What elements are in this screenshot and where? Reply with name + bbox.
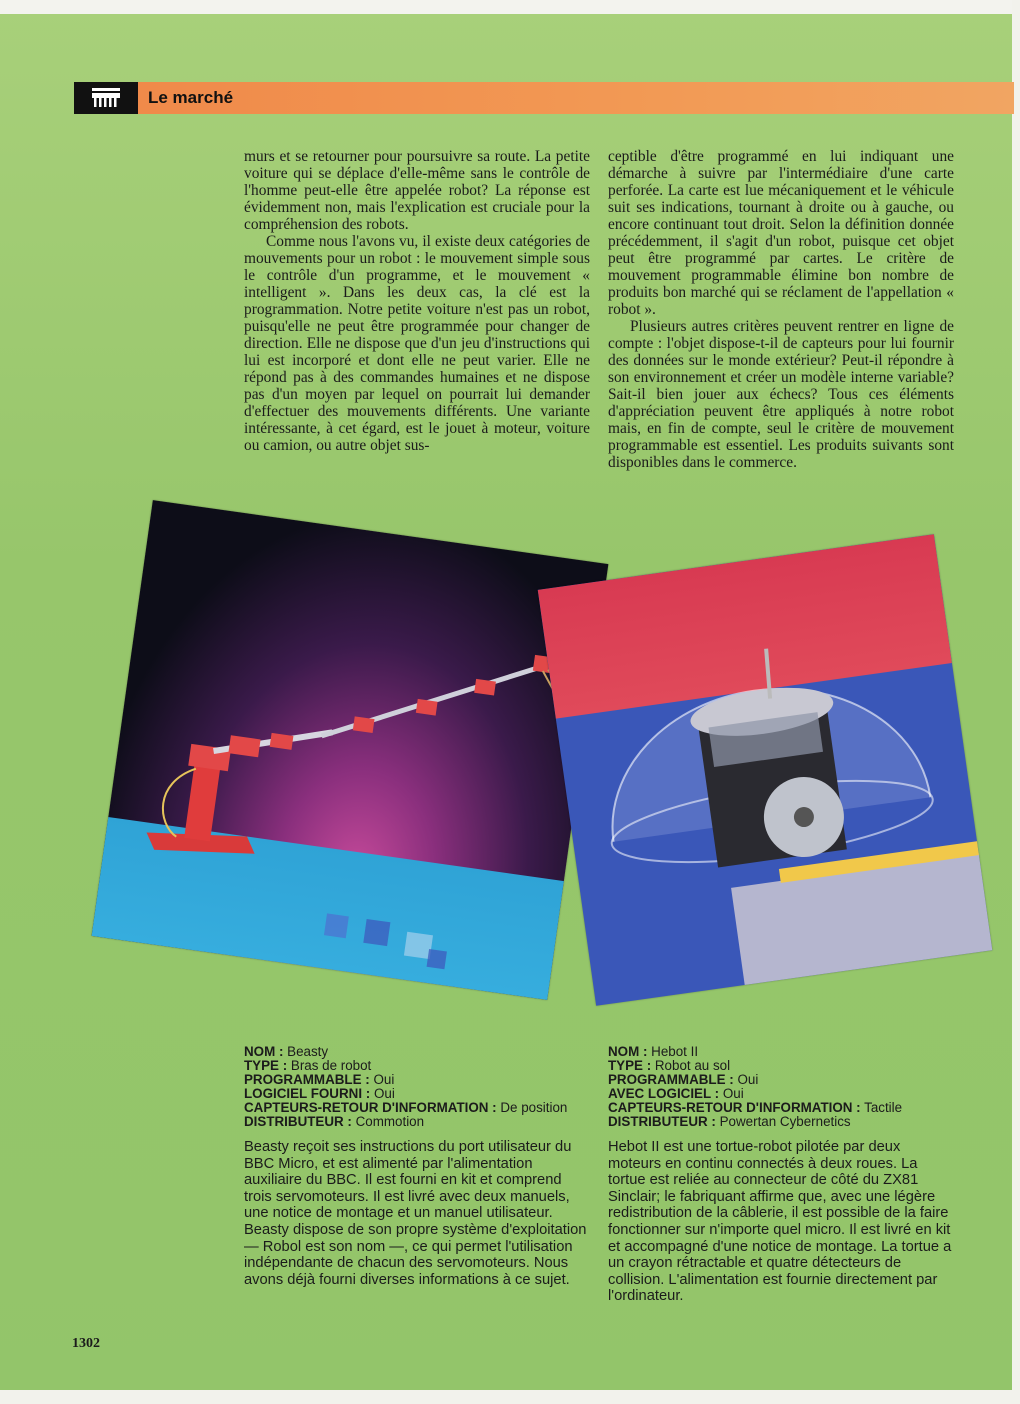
spec-value: De position [500, 1100, 568, 1115]
spec-value: Bras de robot [290, 1058, 372, 1073]
spec-row [608, 1045, 968, 1059]
spec-row [244, 1115, 604, 1129]
description-paragraph: Beasty dispose de son propre système d'exploitation — Robol est son nom —, ce qui permet l'utilisation indépendante de chacun des servomoteurs. Nous avons déjà fourni diverses informations à ce sujet. [244, 1221, 587, 1288]
spec-row [608, 1101, 968, 1115]
description-paragraph: Beasty reçoit ses instructions du port utilisateur du BBC Micro, et est alimenté par l'alimentation auxiliaire du BBC. Il est fourni en kit et comprend trois servomoteurs. Il est livré avec deux manuels, une notice de montage et un manuel utilisateur. [244, 1139, 572, 1222]
hebot-ii-robot-photo [538, 534, 993, 1006]
spec-value: Oui [373, 1086, 395, 1101]
spec-label: DISTRIBUTEUR : [608, 1114, 716, 1129]
page-number: 1302 [72, 1336, 100, 1351]
spec-label: DISTRIBUTEUR : [244, 1114, 352, 1129]
spec-row [244, 1087, 604, 1101]
article-paragraph: Plusieurs autres critères peuvent rentrer en ligne de compte : l'objet dispose-t-il de capteurs pour lui fournir des données sur le monde extérieur? Peut-il répondre à son environnement et créer un modèle interne variable? Sait-il bien jouer aux échecs? Tous ces éléments d'appréciation peuvent être appliqués à notre robot mais, en fin de compte, seul le critère de mouvement programmable est essentiel. Les produits suivants sont disponibles dans le commerce. [608, 318, 954, 471]
spec-label: CAPTEURS-RETOUR D'INFORMATION : [244, 1100, 497, 1115]
spec-label: TYPE : [244, 1058, 288, 1073]
hebot-spec-block [608, 1045, 968, 1129]
spec-value: Commotion [355, 1114, 425, 1129]
article-paragraph: ceptible d'être programmé en lui indiquant une démarche à suivre par l'intermédiaire d'une carte perforée. La carte est lue mécaniquement et le véhicule suit ses indications, tournant à droite ou à gauche, ou encore continuant tout droit. Selon la définition donnée précédemment, il s'agit d'un robot, puisque cet objet peut être programmé par cartes. Le critère de mouvement programmable élimine bon nombre de produits bon marché qui se réclament de l'appellation « robot ». [608, 148, 954, 318]
spec-value: Oui [722, 1086, 744, 1101]
spec-value: Robot au sol [654, 1058, 731, 1073]
spec-label: PROGRAMMABLE : [608, 1072, 734, 1087]
spec-label: CAPTEURS-RETOUR D'INFORMATION : [608, 1100, 861, 1115]
spec-row [244, 1073, 604, 1087]
beasty-robot-arm-photo [92, 500, 609, 1000]
description-paragraph: Hebot II est une tortue-robot pilotée par deux moteurs en continu connectés à deux roues. La tortue est reliée au connecteur de côté du ZX81 Sinclair; le fabriquant affirme que, avec une légère redistribution de la câblerie, il est possible de la faire fonctionner sur n'importe quel micro. Il est livré en kit et accompagné d'une notice de montage. La tortue a un crayon rétractable et quatre détecteurs de collision. L'alimentation est fournie directement par l'ordinateur. [608, 1139, 952, 1305]
article-paragraph: murs et se retourner pour poursuivre sa route. La petite voiture qui se déplace d'elle-même sans le contrôle de l'homme peut-elle être appelée robot? La réponse est évidemment non, mais l'explication est cruciale pour la compréhension des robots. [244, 148, 590, 233]
chip-logo-icon [74, 82, 138, 114]
spec-value: Oui [373, 1072, 395, 1087]
spec-row [244, 1045, 604, 1059]
scan-margin-bottom [0, 1390, 1020, 1404]
spec-row [608, 1073, 968, 1087]
hebot-description [608, 1139, 954, 1305]
section-title: Le marché [148, 88, 234, 107]
spec-row [608, 1087, 968, 1101]
scan-margin-right [1012, 0, 1020, 1404]
spec-row [608, 1059, 968, 1073]
spec-row [244, 1101, 604, 1115]
article-column-right [608, 148, 954, 471]
spec-label: PROGRAMMABLE : [244, 1072, 370, 1087]
beasty-spec-block [244, 1045, 604, 1129]
beasty-description [244, 1139, 590, 1288]
spec-row [608, 1115, 968, 1129]
spec-label: TYPE : [608, 1058, 652, 1073]
spec-value: Tactile [864, 1100, 903, 1115]
spec-row [244, 1059, 604, 1073]
spec-label: NOM : [608, 1044, 648, 1059]
spec-value: Hebot II [651, 1044, 699, 1059]
spec-label: NOM : [244, 1044, 284, 1059]
spec-value: Powertan Cybernetics [719, 1114, 851, 1129]
scan-margin-top [0, 0, 1020, 14]
spec-label: AVEC LOGICIEL : [608, 1086, 720, 1101]
article-column-left [244, 148, 590, 454]
spec-value: Beasty [287, 1044, 329, 1059]
section-header-bar [138, 82, 1014, 114]
article-paragraph: Comme nous l'avons vu, il existe deux catégories de mouvements pour un robot : le mouvement simple sous le contrôle d'un programme, et le mouvement « intelligent ». Dans les deux cas, la clé est la programmation. Notre petite voiture n'est pas un robot, puisqu'elle ne peut être programmée pour changer de direction. Elle ne dispose que d'un jeu d'instructions qui lui est incorporé et dont elle ne peut varier. Elle ne répond pas à des commandes humaines et ne dispose pas d'un moyen par lequel on pourrait lui demander d'effectuer des mouvements différents. Une variante intéressante, à cet égard, est le jouet à moteur, voiture ou camion, ou autre objet sus- [244, 233, 590, 454]
spec-value: Oui [737, 1072, 759, 1087]
spec-label: LOGICIEL FOURNI : [244, 1086, 371, 1101]
